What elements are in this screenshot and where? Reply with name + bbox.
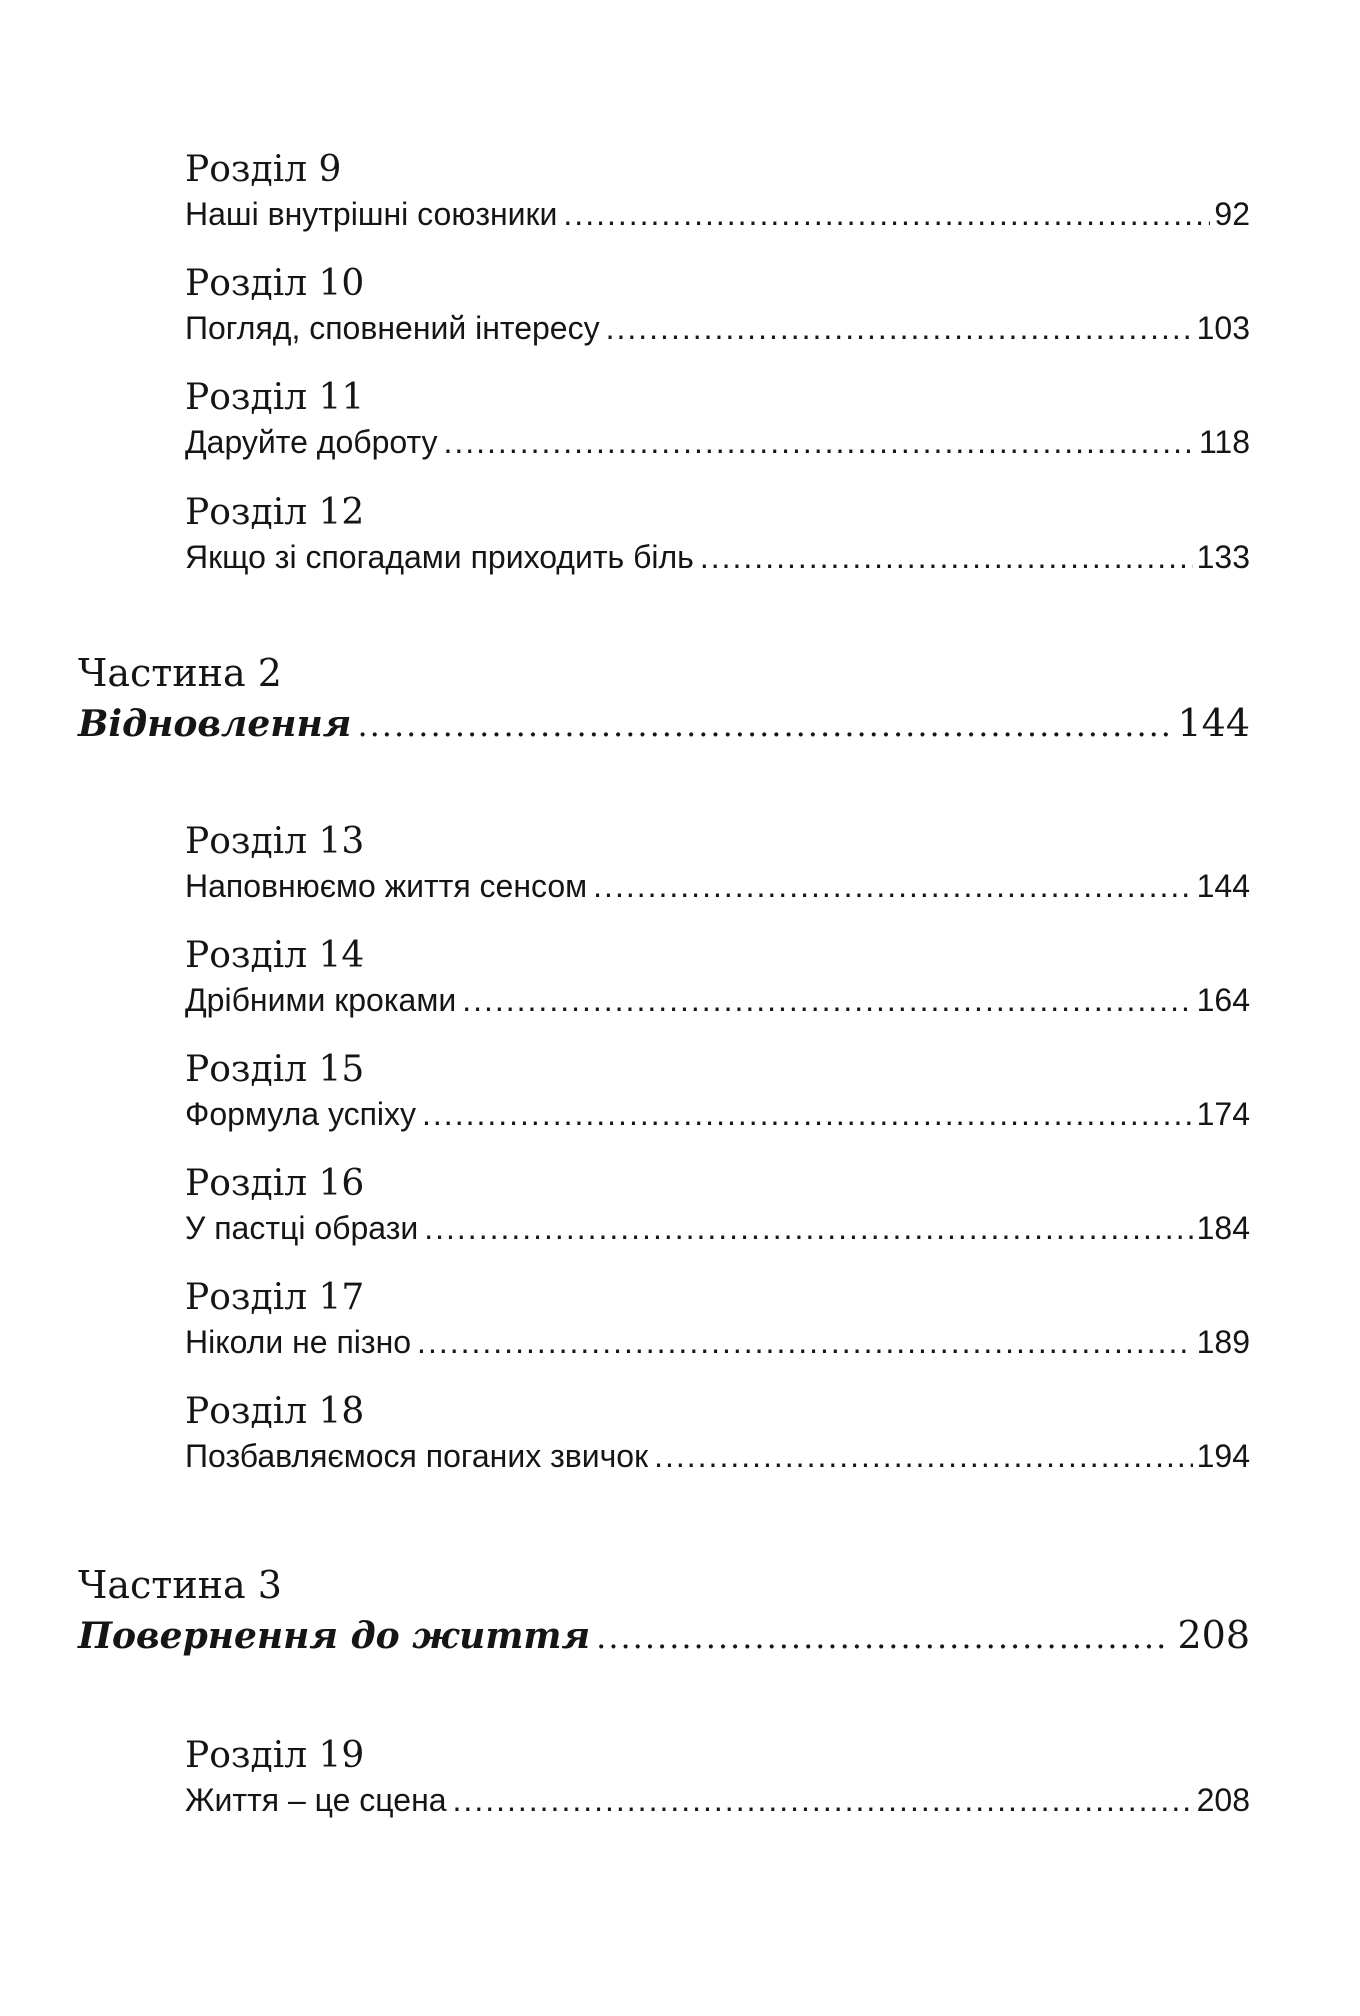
page-number: 118 — [1198, 424, 1250, 460]
part-label: Частина 2 — [78, 651, 282, 695]
dot-leader — [563, 192, 1210, 236]
toc-entry — [185, 978, 1250, 1022]
page-number: 164 — [1196, 982, 1250, 1018]
page-number: 174 — [1196, 1096, 1250, 1132]
toc-entry — [185, 1434, 1250, 1478]
toc-entry — [185, 1092, 1250, 1136]
page-number: 144 — [1177, 701, 1250, 745]
page-number: 208 — [1177, 1613, 1250, 1657]
chapter-title: Наші внутрішні союзники — [185, 196, 558, 232]
dot-leader — [453, 1778, 1193, 1822]
toc-entry — [185, 192, 1250, 236]
toc-chapter-19 — [185, 1734, 1250, 1822]
toc-chapter-11 — [185, 376, 1250, 464]
page-number: 184 — [1196, 1210, 1250, 1246]
chapter-title: Позбавляємося поганих звичок — [185, 1438, 649, 1474]
toc-chapter-12 — [185, 491, 1250, 579]
dot-leader — [700, 535, 1193, 579]
toc-chapter-18 — [185, 1390, 1250, 1478]
page-number: 194 — [1196, 1438, 1250, 1474]
chapter-label: Розділ 17 — [185, 1277, 365, 1318]
toc-chapter-17 — [185, 1276, 1250, 1364]
chapter-label: Розділ 12 — [185, 492, 365, 533]
dot-leader — [424, 1206, 1192, 1250]
chapter-label: Розділ 14 — [185, 935, 365, 976]
toc-entry — [185, 306, 1250, 350]
toc-entry — [185, 864, 1250, 908]
toc-entry — [185, 535, 1250, 579]
toc-entry — [185, 1778, 1250, 1822]
part-entry — [78, 1610, 1250, 1660]
chapter-title: Життя – це сцена — [185, 1782, 447, 1818]
part-entry — [78, 698, 1250, 748]
chapter-title: Дрібними кроками — [185, 982, 457, 1018]
dot-leader — [443, 420, 1195, 464]
dot-leader — [606, 306, 1193, 350]
toc-part-2 — [78, 648, 1250, 748]
toc-chapter-13 — [185, 820, 1250, 908]
toc-entry — [185, 420, 1250, 464]
toc-entry — [185, 1320, 1250, 1364]
chapter-label: Розділ 11 — [185, 377, 365, 418]
page-number: 92 — [1214, 196, 1250, 232]
toc-chapter-10 — [185, 262, 1250, 350]
page-number: 103 — [1196, 310, 1250, 346]
dot-leader — [357, 700, 1169, 750]
chapter-title: Даруйте доброту — [185, 424, 438, 460]
toc-part-3 — [78, 1560, 1250, 1660]
chapter-title: Якщо зі спогадами приходить біль — [185, 539, 694, 575]
part-title: Відновлення — [78, 703, 352, 745]
chapter-label: Розділ 18 — [185, 1391, 365, 1432]
toc-chapter-16 — [185, 1162, 1250, 1250]
dot-leader — [654, 1434, 1193, 1478]
chapter-title: Ніколи не пізно — [185, 1324, 412, 1360]
chapter-label: Розділ 19 — [185, 1735, 365, 1776]
chapter-label: Розділ 13 — [185, 821, 365, 862]
dot-leader — [593, 864, 1192, 908]
dot-leader — [596, 1612, 1169, 1662]
chapter-label: Розділ 9 — [185, 149, 342, 190]
part-label: Частина 3 — [78, 1563, 282, 1607]
chapter-label: Розділ 10 — [185, 263, 365, 304]
part-title: Повернення до життя — [78, 1615, 591, 1657]
dot-leader — [417, 1320, 1193, 1364]
chapter-title: Формула успіху — [185, 1096, 417, 1132]
page-number: 208 — [1196, 1782, 1250, 1818]
chapter-title: Наповнюємо життя сенсом — [185, 868, 588, 904]
chapter-label: Розділ 16 — [185, 1163, 365, 1204]
chapter-title: У пастці образи — [185, 1210, 419, 1246]
toc-chapter-15 — [185, 1048, 1250, 1136]
chapter-label: Розділ 15 — [185, 1049, 365, 1090]
toc-chapter-14 — [185, 934, 1250, 1022]
page-number: 133 — [1196, 539, 1250, 575]
chapter-title: Погляд, сповнений інтересу — [185, 310, 600, 346]
page-number: 144 — [1196, 868, 1250, 904]
toc-entry — [185, 1206, 1250, 1250]
dot-leader — [422, 1092, 1193, 1136]
toc-chapter-9 — [185, 148, 1250, 236]
dot-leader — [462, 978, 1192, 1022]
page-number: 189 — [1196, 1324, 1250, 1360]
